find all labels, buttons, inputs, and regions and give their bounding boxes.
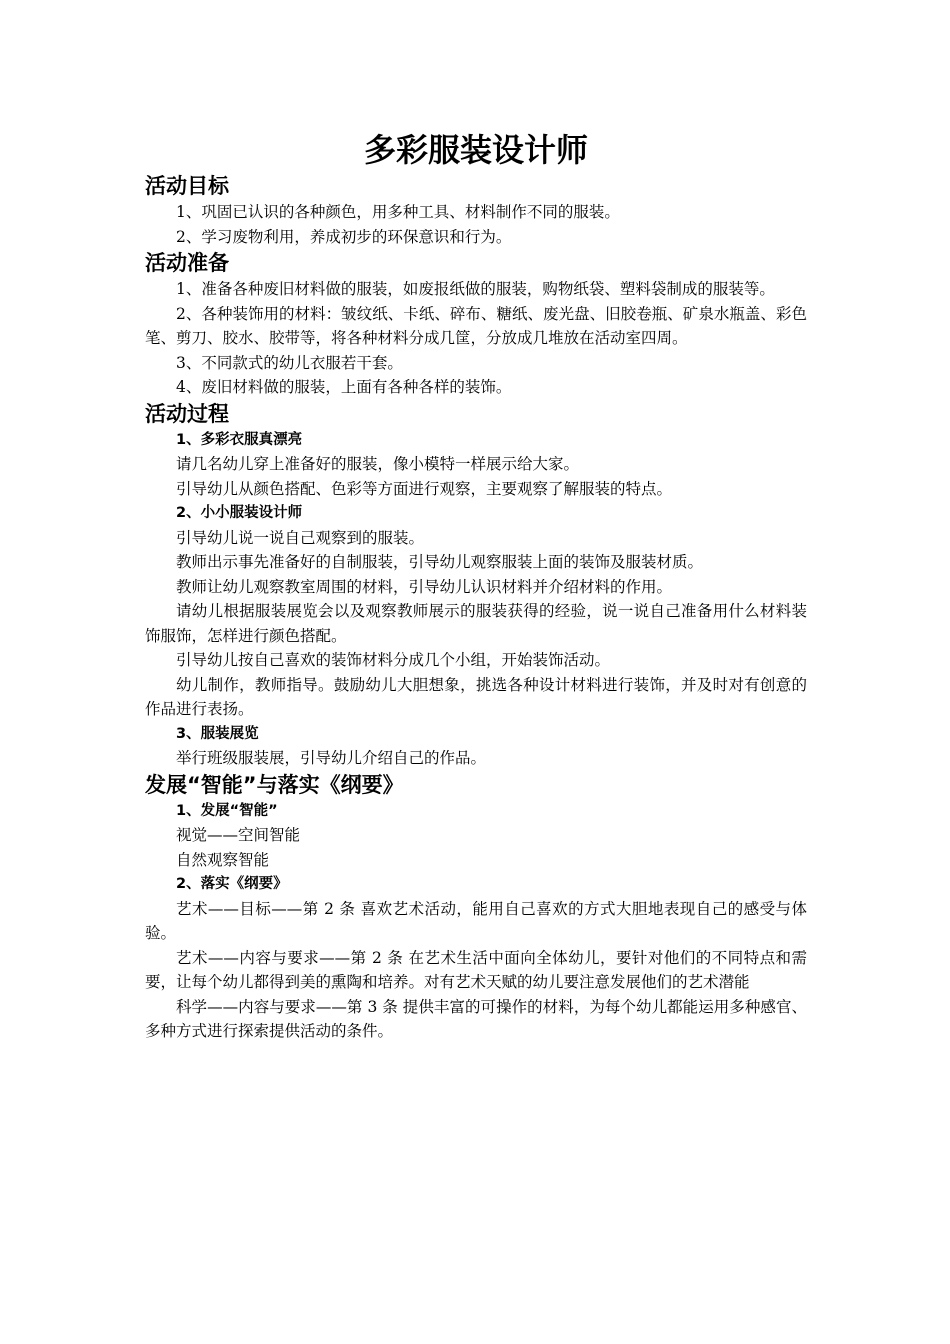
section-heading-process: 活动过程 bbox=[145, 401, 229, 426]
paragraph: 艺术——目标——第 2 条 喜欢艺术活动，能用自己喜欢的方式大胆地表现自己的感受与体验。 bbox=[145, 899, 807, 942]
section-heading-prep: 活动准备 bbox=[145, 251, 229, 275]
paragraph: 引导幼儿从颜色搭配、色彩等方面进行观察，主要观察了解服装的特点。 bbox=[176, 479, 673, 498]
paragraph: 2、学习废物利用，养成初步的环保意识和行为。 bbox=[176, 227, 512, 246]
paragraph: 教师让幼儿观察教室周围的材料，引导幼儿认识材料并介绍材料的作用。 bbox=[176, 577, 673, 596]
subheading: 2、小小服装设计师 bbox=[176, 505, 303, 521]
paragraph: 引导幼儿按自己喜欢的装饰材料分成几个小组，开始装饰活动。 bbox=[176, 651, 611, 669]
paragraph: 引导幼儿说一说自己观察到的服装。 bbox=[176, 528, 425, 547]
paragraph: 3、不同款式的幼儿衣服若干套。 bbox=[176, 353, 403, 372]
document-title: 多彩服装设计师 bbox=[363, 131, 588, 169]
paragraph: 教师出示事先准备好的自制服装，引导幼儿观察服装上面的装饰及服装材质。 bbox=[176, 553, 704, 571]
section-heading-goals: 活动目标 bbox=[145, 174, 229, 198]
paragraph: 请几名幼儿穿上准备好的服装，像小模特一样展示给大家。 bbox=[176, 455, 580, 473]
section-heading-develop: 发展“智能”与落实《纲要》 bbox=[145, 772, 404, 797]
paragraph: 1、准备各种废旧材料做的服装，如废报纸做的服装，购物纸袋、塑料袋制成的服装等。 bbox=[176, 280, 775, 298]
paragraph: 视觉——空间智能 bbox=[176, 826, 301, 844]
paragraph: 科学——内容与要求——第 3 条 提供丰富的可操作的材料，为每个幼儿都能运用多种感官、多种方式进行探索提供活动的条件。 bbox=[145, 997, 807, 1040]
subheading: 3、服装展览 bbox=[176, 725, 259, 742]
subheading: 1、发展“智能” bbox=[176, 802, 278, 819]
paragraph: 艺术——内容与要求——第 2 条 在艺术生活中面向全体幼儿，要针对他们的不同特点和需要，让每个幼儿都得到美的熏陶和培养。对有艺术天赋的幼儿要注意发展他们的艺术潜能 bbox=[145, 948, 807, 991]
paragraph: 1、巩固已认识的各种颜色，用多种工具、材料制作不同的服装。 bbox=[176, 203, 620, 221]
paragraph: 4、废旧材料做的服装，上面有各种各样的装饰。 bbox=[176, 378, 512, 396]
paragraph: 自然观察智能 bbox=[176, 850, 270, 869]
paragraph: 举行班级服装展，引导幼儿介绍自己的作品。 bbox=[176, 749, 487, 767]
subheading: 2、落实《纲要》 bbox=[176, 876, 288, 892]
paragraph: 请幼儿根据服装展览会以及观察教师展示的服装获得的经验，说一说自己准备用什么材料装饰服饰，怎样进行颜色搭配。 bbox=[145, 602, 807, 645]
paragraph: 幼儿制作，教师指导。鼓励幼儿大胆想象，挑选各种设计材料进行装饰，并及时对有创意的作品进行表扬。 bbox=[145, 675, 807, 718]
paragraph: 2、各种装饰用的材料：皱纹纸、卡纸、碎布、糖纸、废光盘、旧胶卷瓶、矿泉水瓶盖、彩色笔、剪刀、胶水、胶带等，将各种材料分成几筐，分放成几堆放在活动室四周。 bbox=[145, 304, 807, 347]
document-body bbox=[145, 172, 807, 1044]
subheading: 1、多彩衣服真漂亮 bbox=[176, 431, 303, 448]
